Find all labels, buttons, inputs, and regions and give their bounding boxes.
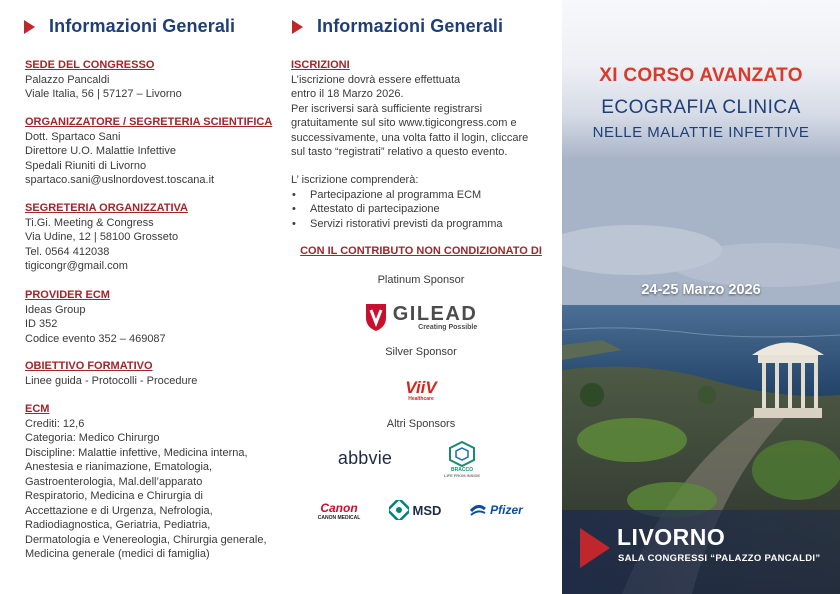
course-edition-title: XI CORSO AVANZATO [599, 65, 803, 86]
organizzatore-title: ORGANIZZATORE / SEGRETERIA SCIENTIFICA [25, 116, 273, 128]
platinum-label: Platinum Sponsor [377, 274, 465, 286]
abbvie-logo [324, 447, 406, 469]
provider-line: ID 352 [25, 318, 58, 330]
iscrizioni-line: Per iscriversi sarà sufficiente registrarsi [291, 102, 483, 115]
list-item: • Servizi ristorativi previsti da programma [291, 217, 553, 232]
iscrizioni-line: L’iscrizione dovrà essere effettuata [291, 73, 461, 86]
gilead-tagline: Creating Possible [418, 323, 478, 331]
ecm-line: Categoria: Medico Chirurgo [25, 432, 160, 444]
segreteria-title: SEGRETERIA ORGANIZZATIVA [25, 202, 188, 214]
obiettivo-line: Linee guida - Protocolli - Procedure [25, 374, 198, 387]
provider-line: Codice evento 352 – 469087 [25, 332, 166, 345]
organizzatore-section [25, 115, 275, 188]
header-title: Informazioni Generali [49, 16, 236, 36]
gilead-shield-icon [365, 302, 387, 332]
ecm-section [25, 402, 275, 562]
pfizer-wordmark: Pfizer [490, 503, 523, 517]
viiv-wordmark: ViiV [405, 377, 437, 397]
iscrizioni-line: sul tasto “registrati” relativo a questo evento. [291, 146, 508, 158]
gilead-wordmark: GILEAD [392, 302, 478, 325]
segreteria-line: Ti.Gi. Meeting & Congress [25, 216, 154, 229]
segreteria-line: Tel. 0564 412038 [25, 245, 110, 258]
email-link[interactable]: tigicongr@gmail.com [25, 260, 128, 272]
bracco-tagline: LIFE FROM INSIDE [444, 472, 480, 478]
ecm-line: Anestesia e rianimazione, Ematologia, [25, 461, 213, 473]
ecm-line: Radiodiagnostica, Geriatria, Pediatria, [25, 519, 211, 531]
sede-line: Palazzo Pancaldi [25, 73, 110, 86]
altri-label: Altri Sponsors [386, 418, 456, 430]
segreteria-line: Via Udine, 12 | 58100 Grosseto [25, 231, 179, 243]
event-date: 24-25 Marzo 2026 [641, 282, 761, 298]
ecm-title: ECM [25, 403, 50, 415]
email-link[interactable]: spartaco.sani@uslnordovest.toscana.it [25, 174, 215, 186]
list-item: • Partecipazione al programma ECM [291, 188, 553, 203]
msd-wordmark: MSD [412, 502, 442, 518]
iscrizioni-line: successivamente, una volta fatto il login, cliccare [291, 131, 529, 144]
organizzatore-line: Dott. Spartaco Sani [25, 130, 121, 143]
bracco-hexagon-icon [448, 441, 476, 467]
canon-sub: CANON MEDICAL [317, 515, 361, 521]
event-city: LIVORNO [617, 524, 726, 550]
comprende-intro: L’ iscrizione comprenderà: [291, 174, 419, 186]
list-item: • Attestato di partecipazione [291, 202, 553, 217]
contributo-heading: CON IL CONTRIBUTO NON CONDIZIONATO DI [300, 245, 542, 257]
triangle-bullet-icon [24, 20, 35, 34]
silver-label: Silver Sponsor [385, 346, 457, 358]
pfizer-emblem-icon [469, 501, 487, 519]
comprende-section [291, 173, 553, 231]
header-title: Informazioni Generali [317, 16, 504, 36]
bracco-logo [440, 439, 484, 479]
comprende-list [291, 188, 553, 232]
canon-wordmark: Canon [320, 501, 358, 515]
cover-panel [562, 0, 840, 594]
ecm-line: Respiratorio, Medicina e Chirurgia di [25, 490, 203, 502]
msd-emblem-icon [389, 500, 409, 520]
iscrizioni-line: gratuitamente sul sito www.tigicongress.com e [291, 117, 517, 129]
segreteria-section [25, 201, 275, 274]
info-panel-left [0, 0, 280, 594]
sede-title: SEDE DEL CONGRESSO [25, 59, 155, 71]
sede-line: Viale Italia, 56 | 57127 – Livorno [25, 88, 182, 100]
bracco-wordmark: BRACCO [451, 466, 473, 473]
ecm-line: Dermatologia e Venereologia, Chirurgia generale, [25, 533, 267, 546]
event-venue: SALA CONGRESSI “PALAZZO PANCALDI” [618, 553, 821, 564]
viiv-sub: Healthcare [408, 395, 434, 402]
provider-title: PROVIDER ECM [25, 289, 110, 301]
info-panel-middle [280, 0, 562, 594]
organizzatore-line: Spedali Riuniti di Livorno [25, 159, 147, 172]
ecm-line: Accettazione e di Urgenza, Nefrologia, [25, 504, 213, 517]
course-main-title: ECOGRAFIA CLINICA [601, 97, 801, 118]
section-header [292, 16, 503, 37]
ecm-line: Crediti: 12,6 [25, 417, 85, 430]
msd-logo [388, 499, 442, 521]
pfizer-logo [466, 499, 526, 521]
triangle-bullet-icon [292, 20, 303, 34]
organizzatore-line: Direttore U.O. Malattie Infettive [25, 145, 176, 157]
viiv-logo [396, 373, 446, 407]
iscrizioni-section [291, 58, 553, 160]
provider-line: Ideas Group [25, 303, 86, 316]
iscrizioni-title: ISCRIZIONI [291, 59, 350, 71]
sede-section [25, 58, 275, 102]
ecm-line: Discipline: Malattie infettive, Medicina interna, [25, 446, 248, 459]
course-subtitle: NELLE MALATTIE INFETTIVE [592, 124, 810, 141]
ecm-line: Medicina generale (medici di famiglia) [25, 548, 210, 560]
abbvie-wordmark: abbvie [337, 447, 393, 468]
ecm-line: Gastroenterologia, Mal.dell’apparato [25, 475, 203, 488]
gilead-logo [356, 299, 486, 335]
provider-section [25, 288, 275, 346]
obiettivo-section [25, 359, 275, 388]
obiettivo-title: OBIETTIVO FORMATIVO [25, 360, 153, 372]
canon-logo [310, 499, 368, 523]
section-header [24, 16, 235, 37]
iscrizioni-line: entro il 18 Marzo 2026. [291, 88, 404, 100]
